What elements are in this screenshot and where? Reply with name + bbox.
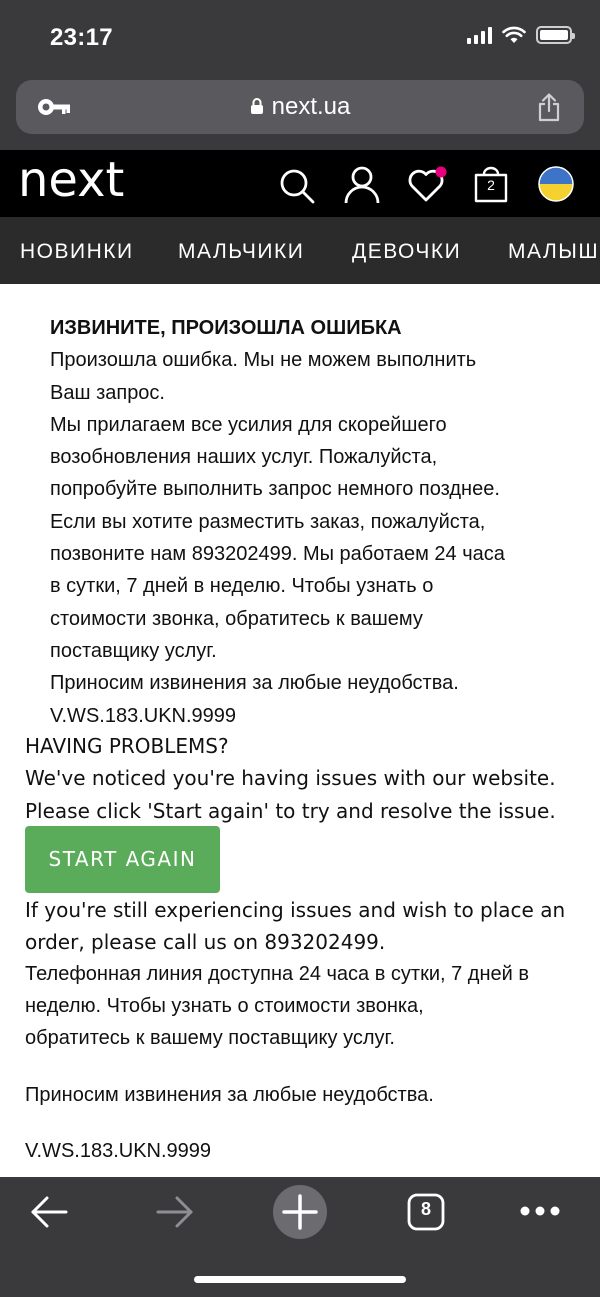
status-bar bbox=[0, 0, 600, 70]
nav-item-girls[interactable]: ДЕВОЧКИ bbox=[352, 240, 462, 263]
start-again-button[interactable]: START AGAIN bbox=[25, 826, 220, 893]
wishlist-badge bbox=[436, 167, 447, 178]
nav-item-baby[interactable]: МАЛЫШ bbox=[508, 240, 600, 263]
problems-text: We've noticed you're having issues with our website. bbox=[25, 766, 556, 791]
nav-item-new[interactable]: НОВИНКИ bbox=[20, 240, 134, 263]
phone-info-line: неделю. Чтобы узнать о стоимости звонка, bbox=[25, 995, 424, 1017]
search-icon[interactable] bbox=[278, 167, 316, 205]
tabs-icon[interactable] bbox=[407, 1193, 445, 1231]
error-line: возобновления наших услуг. Пожалуйста, bbox=[50, 446, 438, 469]
more-icon[interactable] bbox=[519, 1204, 561, 1218]
main-content bbox=[0, 284, 600, 1177]
forward-arrow-icon[interactable] bbox=[154, 1193, 196, 1231]
phone-info-line: Телефонная линия доступна 24 часа в сутки, 7 дней в bbox=[25, 963, 529, 985]
url-text: next.ua bbox=[271, 93, 351, 120]
next-logo[interactable]: next bbox=[18, 152, 125, 208]
share-icon[interactable] bbox=[536, 92, 562, 122]
error-line: Произошла ошибка. Мы не можем выполнить bbox=[50, 349, 477, 372]
error-code: V.WS.183.UKN.9999 bbox=[50, 704, 237, 727]
error-line: поставщику услуг. bbox=[50, 639, 217, 662]
tab-count: 8 bbox=[420, 1199, 431, 1219]
address-bar[interactable] bbox=[16, 80, 584, 134]
phone-info-line: обратитесь к вашему поставщику услуг. bbox=[25, 1027, 395, 1049]
error-line: Приносим извинения за любые неудобства. bbox=[50, 672, 459, 695]
cellular-signal-icon bbox=[467, 26, 492, 44]
wifi-icon bbox=[502, 26, 526, 44]
back-arrow-icon[interactable] bbox=[28, 1193, 70, 1231]
error-line: позвоните нам 893202499. Мы работаем 24 часа bbox=[50, 543, 505, 566]
nav-item-boys[interactable]: МАЛЬЧИКИ bbox=[178, 240, 305, 263]
still-issues-line: If you're still experiencing issues and wish to place an bbox=[25, 898, 566, 922]
status-time: 23:17 bbox=[50, 24, 113, 51]
site-header bbox=[0, 150, 600, 217]
heart-icon[interactable] bbox=[407, 165, 451, 205]
error-line: стоимости звонка, обратитесь к вашему bbox=[50, 607, 423, 630]
battery-icon bbox=[536, 26, 572, 44]
error-line: Ваш запрос. bbox=[50, 381, 165, 404]
problems-text: Please click 'Start again' to try and resolve the issue. bbox=[25, 798, 556, 823]
problems-title: HAVING PROBLEMS? bbox=[25, 734, 229, 758]
apology-text: Приносим извинения за любые неудобства. bbox=[25, 1084, 434, 1106]
error-line: в сутки, 7 дней в неделю. Чтобы узнать о bbox=[50, 575, 434, 598]
category-nav bbox=[0, 217, 600, 284]
still-issues-line: order, please call us on 893202499. bbox=[25, 930, 386, 954]
account-icon[interactable] bbox=[343, 165, 381, 205]
error-code-footer: V.WS.183.UKN.9999 bbox=[25, 1140, 212, 1162]
status-icons bbox=[467, 26, 572, 44]
still-issues-text bbox=[25, 894, 585, 958]
url-display[interactable] bbox=[16, 93, 584, 121]
error-title: ИЗВИНИТЕ, ПРОИЗОШЛА ОШИБКА bbox=[50, 317, 402, 339]
error-message bbox=[50, 312, 570, 732]
problems-section bbox=[25, 730, 585, 827]
ukraine-flag-icon[interactable] bbox=[538, 166, 574, 202]
error-line: Если вы хотите разместить заказ, пожалуйста, bbox=[50, 510, 486, 533]
home-indicator[interactable] bbox=[194, 1276, 406, 1283]
browser-bar bbox=[0, 70, 600, 150]
browser-toolbar bbox=[0, 1177, 600, 1297]
phone-info-text bbox=[25, 958, 585, 1054]
new-tab-plus-icon[interactable] bbox=[272, 1184, 328, 1240]
bag-count: 2 bbox=[487, 177, 495, 193]
bag-icon[interactable] bbox=[472, 166, 510, 204]
lock-icon bbox=[250, 97, 264, 115]
error-line: Мы прилагаем все усилия для скорейшего bbox=[50, 413, 447, 436]
error-line: попробуйте выполнить запрос немного позднее. bbox=[50, 478, 500, 501]
